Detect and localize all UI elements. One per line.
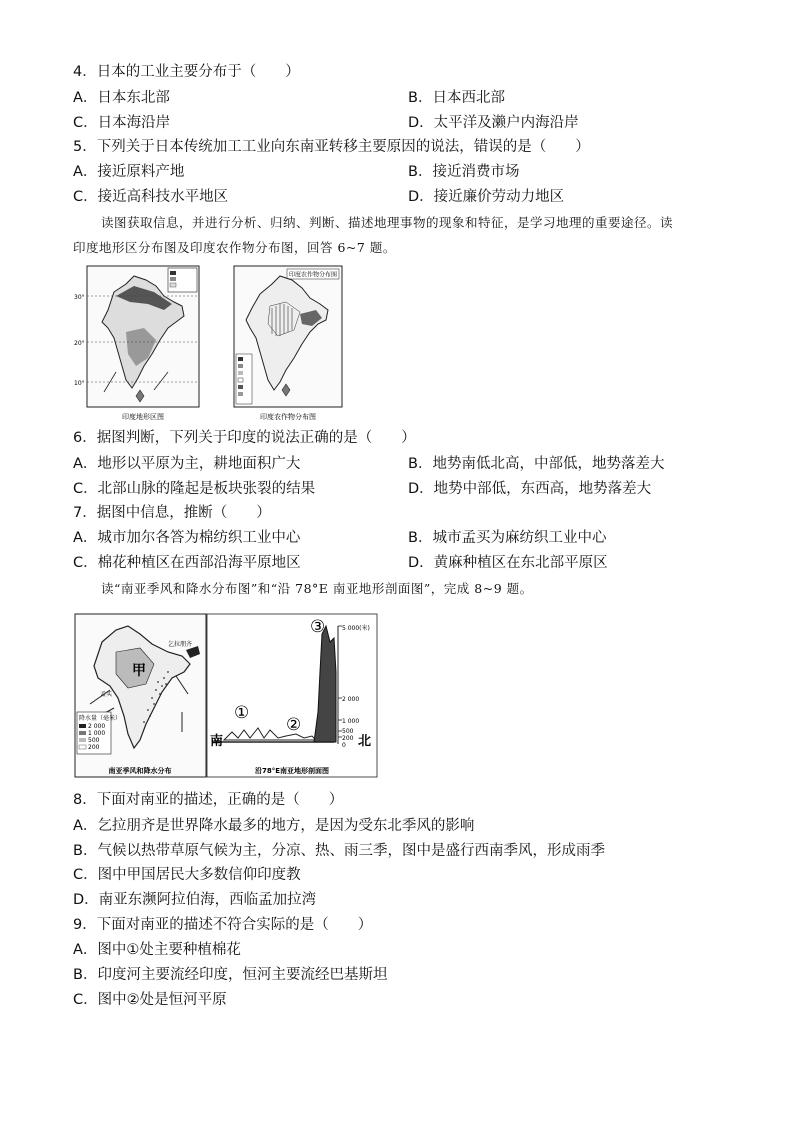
q8-stem: 8．下面对南亚的描述，正确的是（ ） (73, 792, 344, 808)
q7-option-d: D．黄麻种植区在东北部平原区 (408, 555, 608, 571)
south-asia-figure (72, 612, 382, 782)
monsoon-map-caption: 南亚季风和降水分布 (108, 767, 172, 775)
q8-option-a: A．乞拉朋齐是世界降水最多的地方，是因为受东北季风的影响 (73, 818, 475, 834)
lat-label-20: 20° (74, 340, 85, 347)
q6-option-c: C．北部山脉的隆起是板块张裂的结果 (73, 481, 316, 497)
intro1-line2: 印度地形区分布图及印度农作物分布图，回答 6~7 题。 (73, 240, 396, 255)
marker-3: ③ (310, 617, 326, 637)
label-south: 南 (210, 734, 224, 749)
q6-option-a: A．地形以平原为主，耕地面积广大 (73, 456, 301, 472)
intro1-line1: 读图获取信息，并进行分析、归纳、判断、描述地理事物的现象和特征，是学习地理的重要途径。读 (101, 215, 674, 230)
q6-option-d: D．地势中部低，东西高，地势落差大 (408, 481, 652, 497)
q5-option-a: A．接近原料产地 (73, 164, 185, 180)
legend-2000: 2 000 (88, 723, 106, 730)
q4-option-b: B．日本西北部 (408, 90, 505, 106)
q6-stem: 6．据图判断，下列关于印度的说法正确的是（ ） (73, 430, 416, 446)
legend-1000: 1 000 (88, 730, 106, 737)
q8-option-d: D．南亚东濒阿拉伯海，西临孟加拉湾 (73, 892, 317, 908)
q7-option-a: A．城市加尔各答为棉纺织工业中心 (73, 530, 301, 546)
crop-map-title: 印度农作物分布图 (288, 271, 338, 279)
y-label-1000: 1 000 (342, 718, 360, 725)
q9-option-a: A．图中①处主要种植棉花 (73, 942, 241, 958)
intro2-text: 读“南亚季风和降水分布图”和“沿 78°E 南亚地形剖面图”，完成 8~9 题。 (101, 581, 533, 596)
q5-stem: 5．下列关于日本传统加工工业向东南亚转移主要原因的说法，错误的是（ ） (73, 139, 590, 155)
q9-stem: 9．下面对南亚的描述不符合实际的是（ ） (73, 917, 373, 933)
crop-map-caption: 印度农作物分布图 (260, 413, 316, 421)
lat-label-10: 10° (74, 380, 85, 387)
q8-option-b: B．气候以热带草原气候为主，分凉、热、雨三季，图中是盛行西南季风，形成雨季 (73, 843, 605, 859)
marker-1: ① (234, 703, 250, 723)
legend-200: 200 (88, 744, 100, 751)
q7-option-b: B．城市孟买为麻纺织工业中心 (408, 530, 607, 546)
label-mumbai: 孟买 (100, 691, 113, 698)
label-north: 北 (358, 734, 372, 749)
q7-stem: 7．据图中信息，推断（ ） (73, 505, 271, 521)
label-cherrapunji: 乞拉朋齐 (168, 641, 193, 648)
q5-option-c: C．接近高科技水平地区 (73, 189, 229, 205)
q6-option-b: B．地势南低北高，中部低，地势落差大 (408, 456, 665, 472)
q7-option-c: C．棉花种植区在西部沿海平原地区 (73, 555, 301, 571)
lat-label-30: 30° (74, 294, 85, 301)
q4-option-a: A．日本东北部 (73, 90, 170, 106)
crop-legend (236, 354, 252, 404)
y-label-2000: 2 000 (342, 696, 360, 703)
q9-option-c: C．图中②处是恒河平原 (73, 992, 227, 1008)
y-label-500: 500 (342, 728, 354, 735)
q5-option-b: B．接近消费市场 (408, 164, 520, 180)
q8-option-c: C．图中甲国居民大多数信仰印度教 (73, 867, 301, 883)
q4-option-c: C．日本海沿岸 (73, 115, 171, 131)
q4-option-d: D．太平洋及濑户内海沿岸 (408, 115, 579, 131)
label-jia: 甲 (132, 663, 146, 679)
y-label-200: 200 (342, 735, 354, 742)
q9-option-b: B．印度河主要流经印度，恒河主要流经巴基斯坦 (73, 967, 388, 983)
y-label-5000: 5 000(米) (342, 625, 370, 632)
y-label-0: 0 (342, 742, 346, 749)
legend-title: 降水量（毫米） (79, 715, 122, 722)
marker-2: ② (286, 715, 302, 735)
terrain-map-caption: 印度地形区图 (122, 413, 164, 421)
q5-option-d: D．接近廉价劳动力地区 (408, 189, 565, 205)
legend-500: 500 (88, 737, 100, 744)
q4-stem: 4．日本的工业主要分布于（ ） (73, 64, 300, 80)
india-maps-figure (64, 262, 354, 422)
profile-caption: 沿78°E南亚地形剖面图 (254, 767, 330, 775)
